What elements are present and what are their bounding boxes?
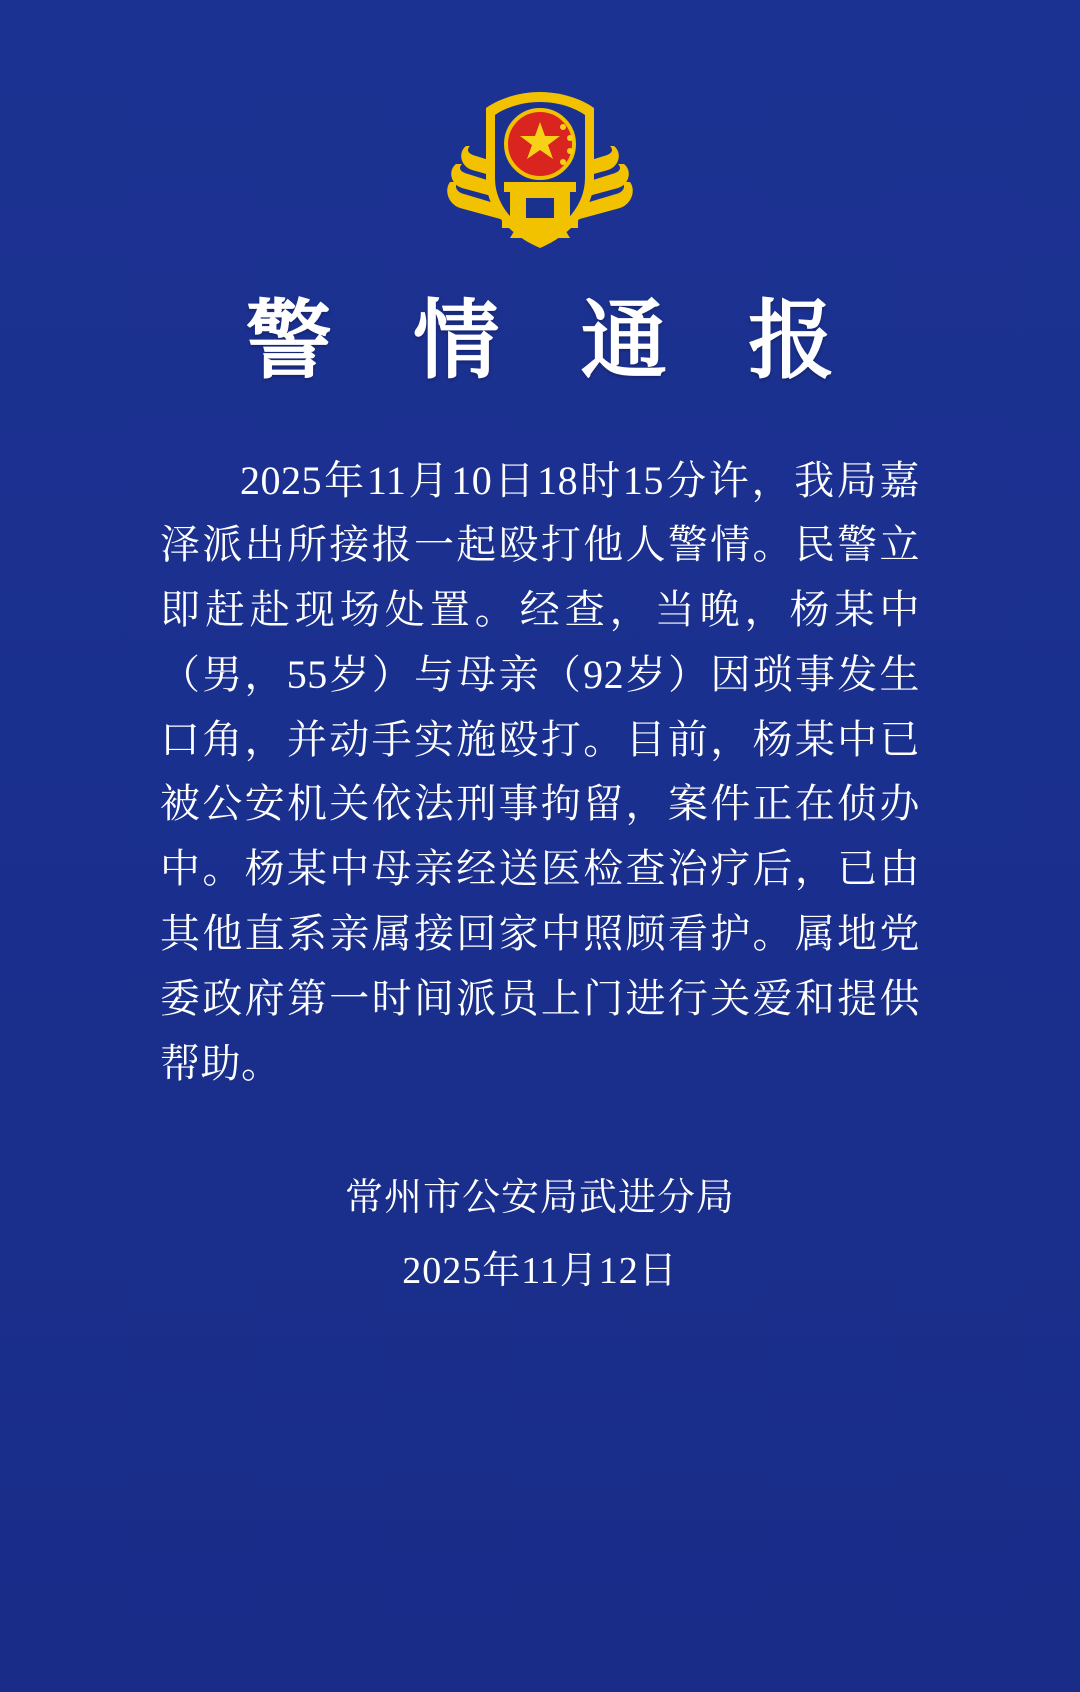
notice-body-text: 2025年11月10日18时15分许，我局嘉泽派出所接报一起殴打他人警情。民警立即赶赴现场处置。经查，当晚，杨某中（男，55岁）与母亲（92岁）因琐事发生口角，并动手实施殴打。目前，杨某中已被公安机关依法刑事拘留，案件正在侦办中。杨某中母亲经送医检查治疗后，已由其他直系亲属接回家中照顾看护。属地党委政府第一时间派员上门进行关爱和提供帮助。	[160, 457, 920, 1086]
china-police-badge-icon	[442, 86, 638, 258]
issuing-organization: 常州市公安局武进分局	[344, 1177, 735, 1220]
emblem-container	[0, 0, 1080, 258]
signature-block	[160, 1168, 920, 1302]
page-title: 警 情 通 报	[245, 293, 865, 389]
issue-date: 2025年11月12日	[402, 1250, 678, 1293]
